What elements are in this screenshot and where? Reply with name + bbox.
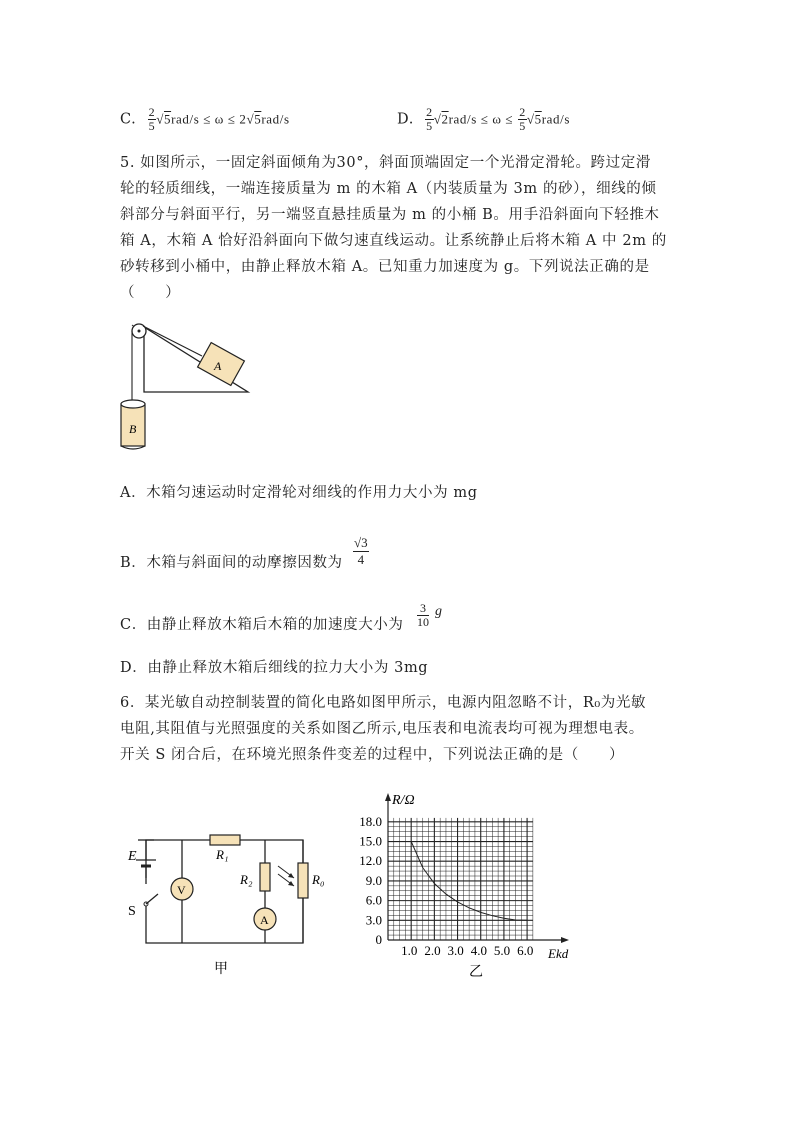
- q5-option-c-g: g: [435, 604, 442, 619]
- q5-line: （ ）: [120, 285, 181, 301]
- q5-stem: [120, 150, 667, 306]
- q5-option-b-fraction: $\frac{√3}{4}$: [354, 535, 368, 567]
- q4-option-d: D. $\frac{2}{5}$ √2rad/s ≤ ω ≤ $\frac{2}{5}$ √5rad/s: [397, 105, 571, 133]
- label-r0: R₀: [312, 872, 325, 887]
- x-tick-label: 4.0: [470, 943, 487, 958]
- label-e: E: [128, 849, 137, 864]
- q5-option-b: B．木箱与斜面间的动摩擦因数为: [120, 555, 343, 571]
- resistor-r0: [298, 863, 308, 898]
- q4-option-c: C. $\frac{2}{5}$ √5rad/s ≤ ω ≤ 2√5rad/s: [120, 105, 290, 133]
- x-tick-label: 5.0: [493, 943, 511, 958]
- x-tick-label: 2.0: [424, 943, 441, 958]
- q6-line: 6．某光敏自动控制装置的简化电路如图甲所示，电源内阻忽略不计，R₀为光敏: [120, 695, 647, 711]
- resistance-chart: [336, 790, 576, 980]
- q5-line: 箱 A，木箱 A 恰好沿斜面向下做匀速直线运动。让系统静止后将木箱 A 中 2m 的: [120, 233, 667, 249]
- y-tick-label: 3.0: [365, 912, 382, 928]
- label-r1: R₁: [216, 847, 229, 862]
- y-tick-label: 6.0: [365, 892, 382, 908]
- x-tick-label: 1.0: [401, 943, 418, 958]
- option-label: D.: [397, 111, 414, 128]
- label-r2: R₂: [240, 872, 253, 887]
- q5-line: 斜部分与斜面平行，另一端竖直悬挂质量为 m 的小桶 B。用手沿斜面向下轻推木: [120, 207, 660, 223]
- y-tick-label: 0: [375, 932, 382, 947]
- q5-line: 轮的轻质细线，一端连接质量为 m 的木箱 A（内装质量为 3m 的砂），细线的倾: [120, 181, 657, 197]
- ammeter-label: A: [260, 913, 269, 927]
- circuit-diagram: [118, 798, 328, 980]
- q6-stem: [120, 690, 646, 768]
- q5-option-c: C．由静止释放木箱后木箱的加速度大小为: [120, 617, 404, 633]
- fraction: $\frac{2}{5}$: [426, 105, 433, 133]
- resistor-r1: [210, 835, 240, 845]
- chart-xlabel: Ekd: [548, 946, 569, 961]
- q5-option-a: A．木箱匀速运动时定滑轮对细线的作用力大小为 mg: [120, 485, 478, 501]
- string: [143, 326, 202, 356]
- x-axis-arrow: [561, 937, 569, 943]
- incline-figure: [110, 312, 260, 457]
- q5-option-c-fraction: $\frac{3}{10}$: [417, 601, 429, 629]
- block-a-label: A: [214, 359, 222, 373]
- y-tick-label: 18.0: [359, 813, 382, 829]
- y-tick-label: 12.0: [359, 853, 382, 869]
- q5-line: 5. 如图所示，一固定斜面倾角为30°，斜面顶端固定一个光滑定滑轮。跨过定滑: [120, 155, 651, 171]
- x-tick-label: 6.0: [517, 943, 534, 958]
- fraction: $\frac{2}{5}$: [148, 105, 156, 133]
- chart-caption: 乙: [469, 965, 483, 980]
- resistor-r2: [260, 863, 270, 891]
- label-s: S: [128, 904, 136, 919]
- x-tick-label: 3.0: [447, 943, 464, 958]
- q5-line: 砂转移到小桶中，由静止释放木箱 A。已知重力加速度为 g。下列说法正确的是: [120, 259, 650, 275]
- q5-option-d: D．由静止释放木箱后细线的拉力大小为 3mg: [120, 660, 429, 676]
- q6-line: 电阻,其阻值与光照强度的关系如图乙所示,电压表和电流表均可视为理想电表。: [120, 721, 644, 737]
- fraction: $\frac{2}{5}$: [519, 105, 526, 133]
- option-label: C.: [120, 111, 137, 128]
- y-tick-label: 9.0: [365, 872, 382, 888]
- q6-line: 开关 S 闭合后，在环境光照条件变差的过程中，下列说法正确的是（ ）: [120, 747, 625, 763]
- y-tick-label: 15.0: [359, 833, 382, 849]
- bucket-b-label: B: [129, 422, 137, 436]
- chart-ylabel: R/Ω: [392, 793, 415, 808]
- chart-grid: [388, 818, 533, 940]
- y-axis-arrow: [385, 793, 391, 801]
- caption-jia: 甲: [214, 962, 228, 977]
- voltmeter-label: V: [177, 883, 186, 897]
